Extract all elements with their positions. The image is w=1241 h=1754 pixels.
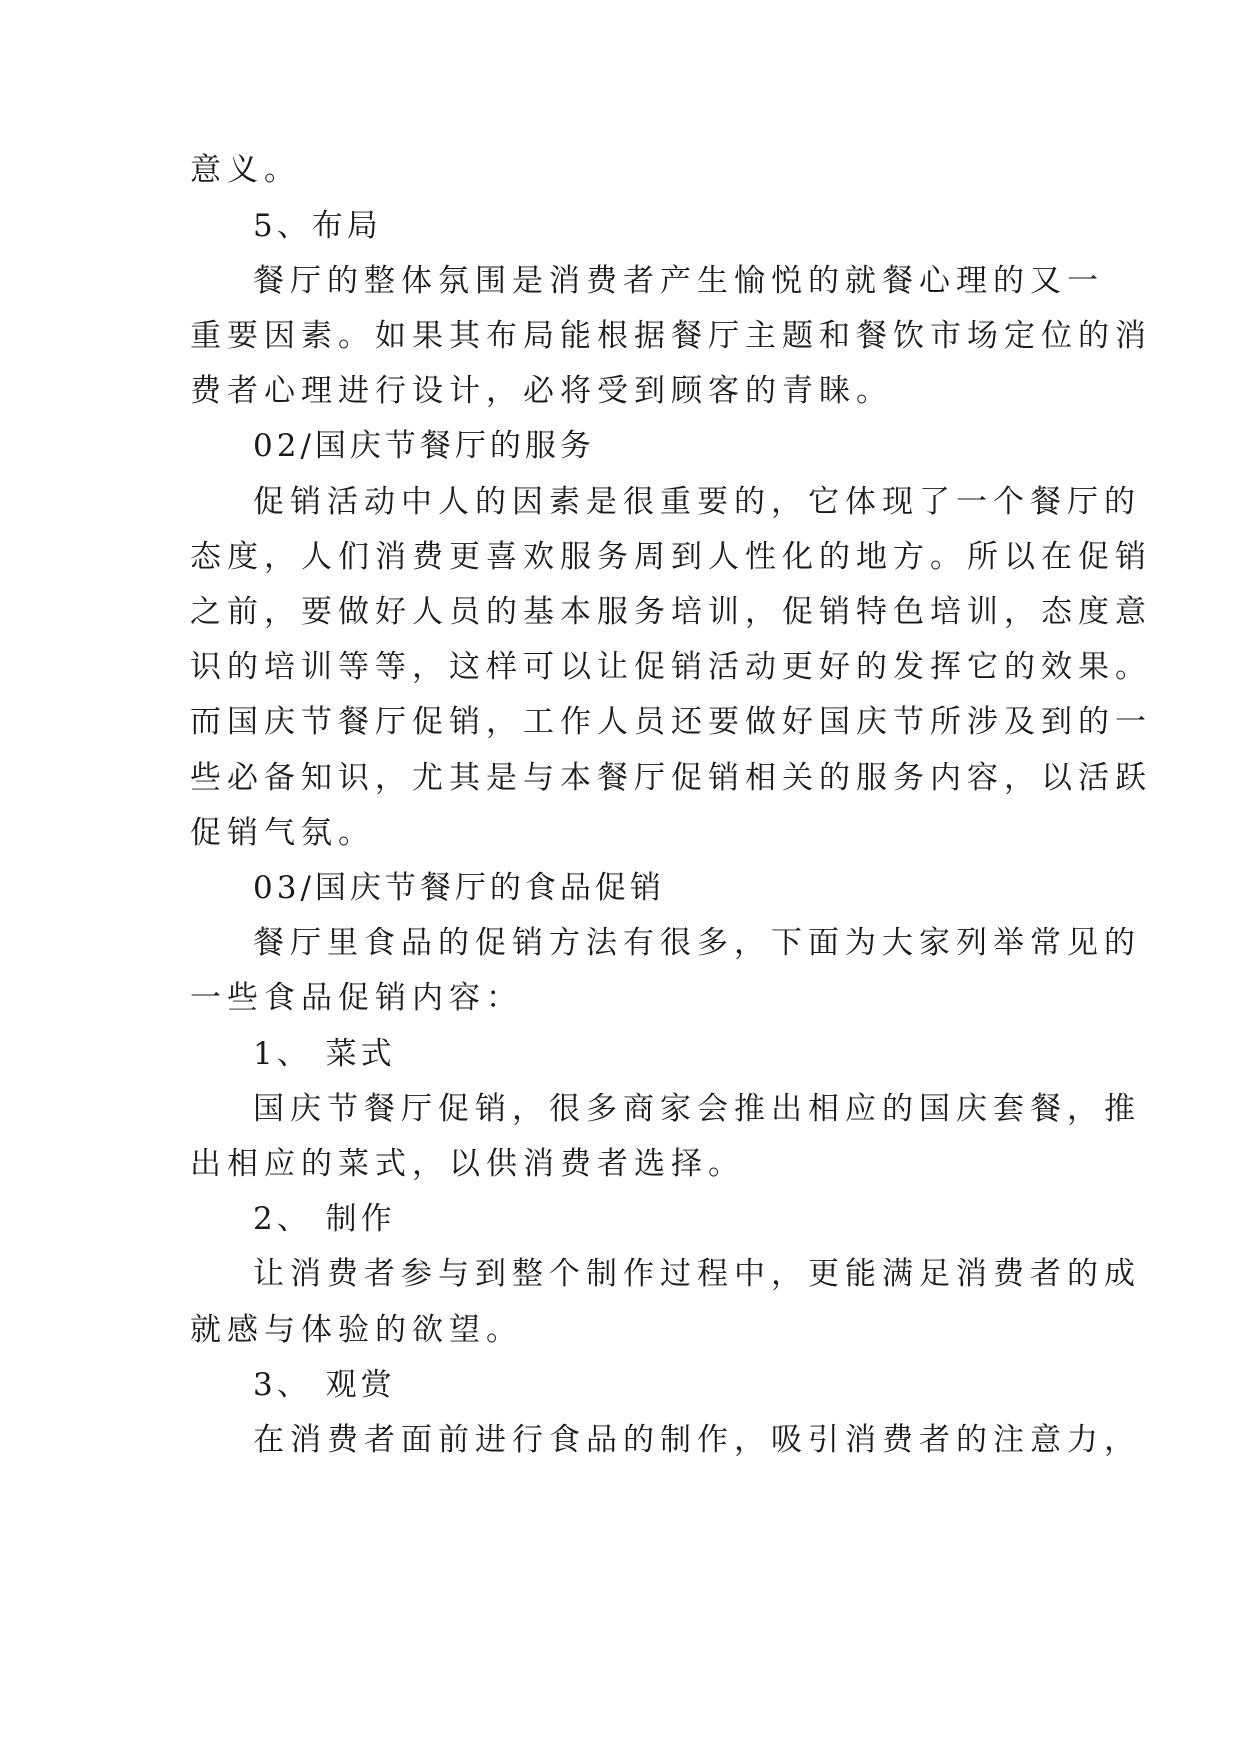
list-heading-dishes: 1、 菜式 — [253, 1036, 396, 1072]
paragraph-line: 出相应的菜式，以供消费者选择。 — [190, 1146, 745, 1182]
paragraph-line: 费者心理进行设计，必将受到顾客的青睐。 — [190, 373, 893, 409]
paragraph-line: 重要因素。如果其布局能根据餐厅主题和餐饮市场定位的消 — [190, 318, 1152, 354]
paragraph-line: 些必备知识，尤其是与本餐厅促销相关的服务内容，以活跃 — [190, 760, 1152, 796]
paragraph-line: 让消费者参与到整个制作过程中，更能满足消费者的成 — [253, 1256, 1141, 1292]
paragraph-line: 一些食品促销内容： — [190, 980, 523, 1016]
list-heading-making: 2、 制作 — [253, 1201, 396, 1237]
paragraph-line: 促销气氛。 — [190, 815, 375, 851]
paragraph-line: 之前，要做好人员的基本服务培训，促销特色培训，态度意 — [190, 594, 1152, 630]
section-heading-food-promotion: 03/国庆节餐厅的食品促销 — [253, 870, 665, 906]
paragraph-line: 而国庆节餐厅促销，工作人员还要做好国庆节所涉及到的一 — [190, 704, 1152, 740]
paragraph-line: 就感与体验的欲望。 — [190, 1312, 523, 1348]
paragraph-line: 餐厅的整体氛围是消费者产生愉悦的就餐心理的又一 — [253, 263, 1104, 299]
paragraph-line: 餐厅里食品的促销方法有很多，下面为大家列举常见的 — [253, 925, 1141, 961]
paragraph-line: 态度，人们消费更喜欢服务周到人性化的地方。所以在促销 — [190, 539, 1152, 575]
section-heading-service: 02/国庆节餐厅的服务 — [253, 428, 595, 464]
paragraph-line: 识的培训等等，这样可以让促销活动更好的发挥它的效果。 — [190, 649, 1152, 685]
paragraph-line: 国庆节餐厅促销，很多商家会推出相应的国庆套餐，推 — [253, 1091, 1141, 1127]
paragraph-line: 在消费者面前进行食品的制作，吸引消费者的注意力， — [253, 1422, 1141, 1458]
list-heading-viewing: 3、 观赏 — [253, 1367, 396, 1403]
paragraph-line: 意义。 — [190, 152, 301, 188]
section-heading-layout: 5、布局 — [253, 208, 382, 244]
paragraph-line: 促销活动中人的因素是很重要的，它体现了一个餐厅的 — [253, 484, 1141, 520]
